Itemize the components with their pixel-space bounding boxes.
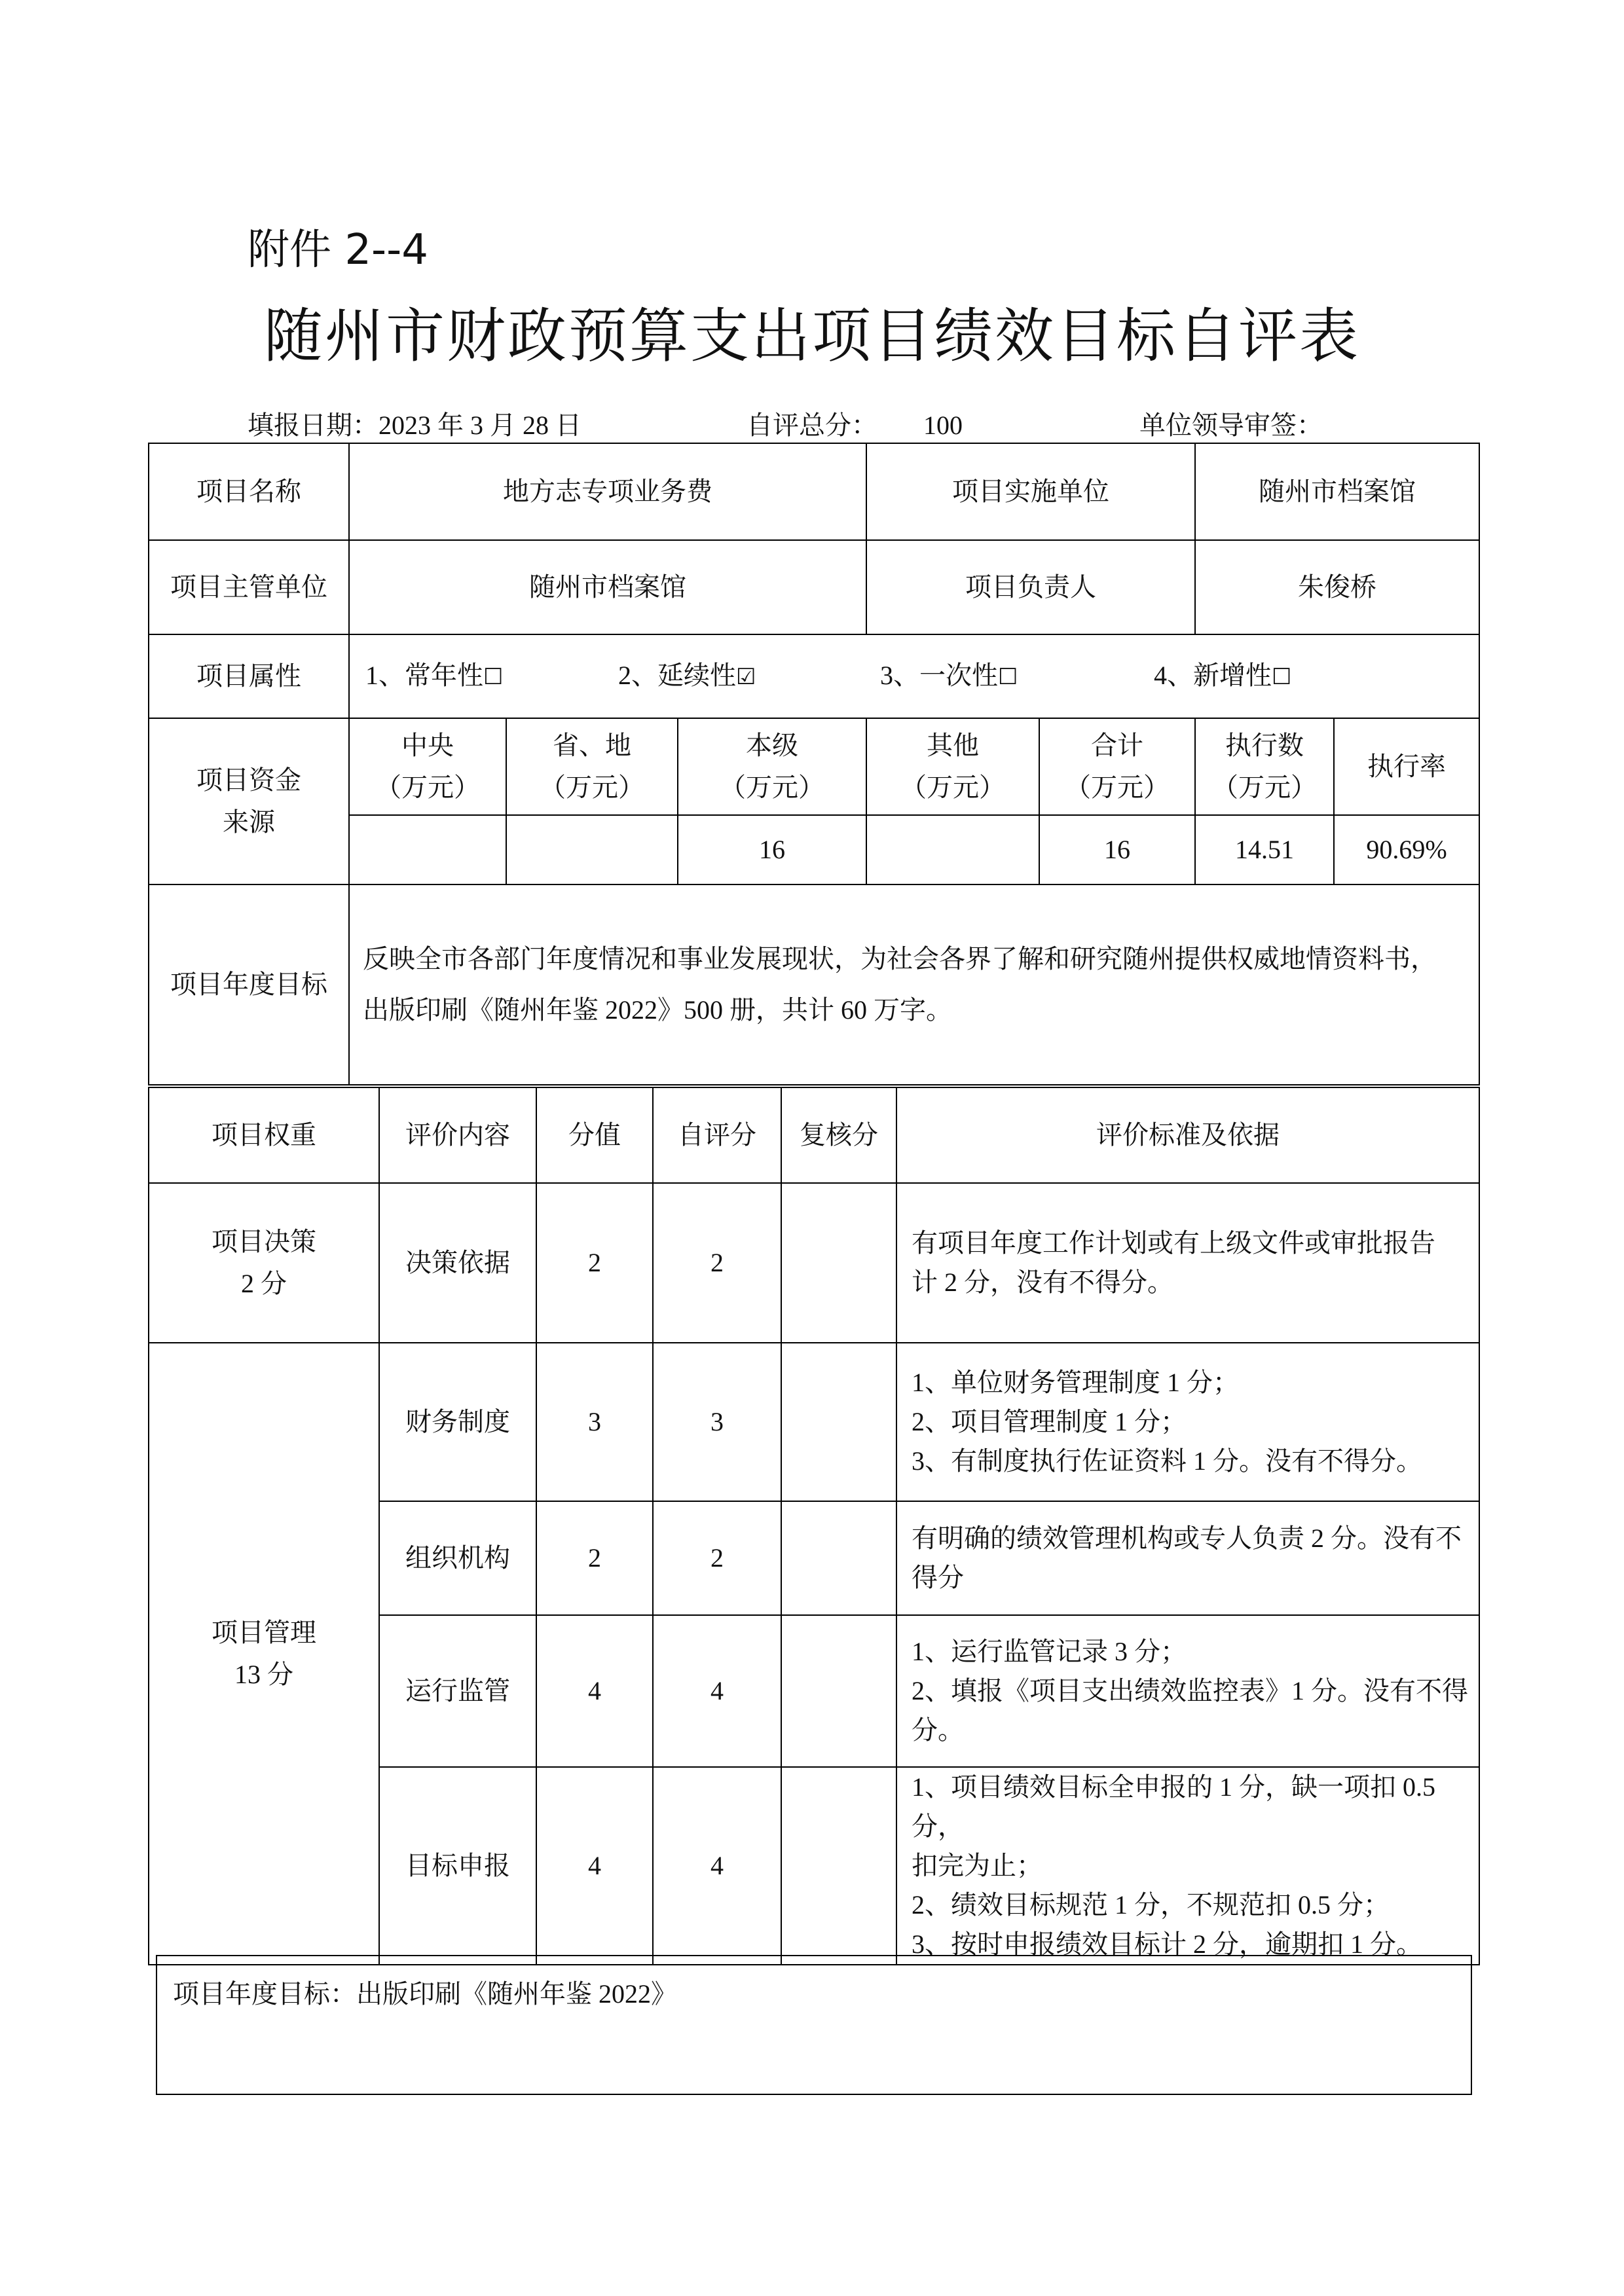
group-decision — [149, 1183, 379, 1343]
row-content: 财务制度 — [379, 1343, 536, 1501]
row-self-score: 2 — [653, 1501, 781, 1615]
annual-goal-label: 项目年度目标 — [149, 884, 349, 1085]
funding-value-central — [349, 815, 506, 884]
criteria-line: 得分 — [912, 1563, 964, 1592]
checkbox-icon: ☐ — [998, 664, 1018, 690]
funding-header-unit: （万元） — [1212, 773, 1318, 802]
funding-value-executed: 14.51 — [1195, 815, 1334, 884]
checkbox-icon: ☐ — [1272, 664, 1292, 690]
attr-option-label: 2、延续性 — [618, 661, 736, 690]
impl-unit-value: 随州市档案馆 — [1195, 443, 1479, 540]
funding-label — [149, 718, 349, 884]
criteria-line: 扣完为止； — [912, 1851, 1043, 1880]
header-criteria: 评价标准及依据 — [896, 1087, 1479, 1183]
funding-header-central — [349, 718, 506, 815]
supervisor-label: 项目主管单位 — [149, 540, 349, 634]
row-score: 3 — [536, 1343, 653, 1501]
funding-header-unit: （万元） — [375, 773, 480, 802]
group-name: 项目决策 — [212, 1227, 316, 1256]
project-info-table — [148, 443, 1480, 1085]
funding-header-unit: （万元） — [1065, 773, 1170, 802]
header-self-score: 自评分 — [653, 1087, 781, 1183]
row-content: 组织机构 — [379, 1501, 536, 1615]
self-total-label: 自评总分： — [747, 410, 877, 440]
row-self-score: 3 — [653, 1343, 781, 1501]
row-review-score[interactable] — [781, 1343, 896, 1501]
annual-goal-line: 出版印刷《随州年鉴 2022》500 册，共计 60 万字。 — [363, 995, 952, 1025]
impl-unit-label: 项目实施单位 — [866, 443, 1195, 540]
funding-value-total: 16 — [1039, 815, 1195, 884]
criteria-line: 2、填报《项目支出绩效监控表》1 分。没有不得 — [912, 1676, 1468, 1705]
row-review-score[interactable] — [781, 1501, 896, 1615]
checked-box-icon: ☑ — [736, 664, 756, 690]
header-weight: 项目权重 — [149, 1087, 379, 1183]
footer-goal-label: 项目年度目标： — [173, 1979, 356, 2009]
criteria-line: 1、单位财务管理制度 1 分； — [912, 1368, 1239, 1397]
funding-header-local — [678, 718, 866, 815]
self-total — [747, 405, 963, 442]
funding-value-other — [866, 815, 1039, 884]
project-name-label: 项目名称 — [149, 443, 349, 540]
attr-option-continuing[interactable] — [618, 655, 756, 698]
fill-date-label: 填报日期： — [248, 410, 378, 440]
funding-header-other — [866, 718, 1039, 815]
group-name: 项目管理 — [212, 1618, 316, 1647]
attr-option-label: 3、一次性 — [880, 661, 998, 690]
attr-option-new[interactable] — [1154, 655, 1291, 698]
criteria-line: 1、项目绩效目标全申报的 1 分，缺一项扣 0.5 分， — [912, 1772, 1435, 1841]
group-management — [149, 1343, 379, 1965]
criteria-line: 有明确的绩效管理机构或专人负责 2 分。没有不 — [912, 1523, 1462, 1553]
row-review-score[interactable] — [781, 1183, 896, 1343]
criteria-line: 3、按时申报绩效目标计 2 分，逾期扣 1 分。 — [912, 1929, 1422, 1959]
row-review-score[interactable] — [781, 1767, 896, 1965]
footer-goal-text: 出版印刷《随州年鉴 2022》 — [356, 1979, 677, 2009]
document-title: 随州市财政预算支出项目绩效目标自评表 — [264, 302, 1360, 371]
criteria-line: 分。 — [912, 1715, 964, 1745]
supervisor-value: 随州市档案馆 — [349, 540, 866, 634]
row-self-score: 4 — [653, 1615, 781, 1767]
funding-header-name: 其他 — [927, 731, 980, 760]
row-self-score: 4 — [653, 1767, 781, 1965]
annual-goal-line: 反映全市各部门年度情况和事业发展现状，为社会各界了解和研究随州提供权威地情资料书， — [363, 944, 1437, 974]
funding-header-total — [1039, 718, 1195, 815]
manager-value: 朱俊桥 — [1195, 540, 1479, 634]
checkbox-icon: ☐ — [483, 664, 504, 690]
funding-header-rate: 执行率 — [1334, 718, 1479, 815]
attr-option-label: 1、常年性 — [365, 661, 483, 690]
funding-value-rate: 90.69% — [1334, 815, 1479, 884]
row-criteria — [896, 1183, 1479, 1343]
criteria-line: 3、有制度执行佐证资料 1 分。没有不得分。 — [912, 1446, 1422, 1476]
row-content: 运行监管 — [379, 1615, 536, 1767]
attachment-label: 附件 2--4 — [248, 226, 428, 274]
fill-date-value: 2023 年 3 月 28 日 — [378, 410, 581, 440]
annual-goal-text — [349, 884, 1479, 1085]
evaluation-table — [148, 1087, 1480, 1965]
funding-header-name: 本级 — [746, 731, 799, 760]
funding-header-name: 执行数 — [1225, 731, 1304, 760]
row-score: 4 — [536, 1615, 653, 1767]
funding-header-unit: （万元） — [720, 773, 825, 802]
row-score: 2 — [536, 1501, 653, 1615]
row-criteria — [896, 1501, 1479, 1615]
attr-option-annual[interactable] — [365, 655, 503, 698]
fill-date — [248, 405, 581, 442]
row-criteria — [896, 1343, 1479, 1501]
row-content: 目标申报 — [379, 1767, 536, 1965]
leader-review: 单位领导审签： — [1139, 410, 1323, 440]
row-score: 4 — [536, 1767, 653, 1965]
header-score: 分值 — [536, 1087, 653, 1183]
funding-value-province — [506, 815, 678, 884]
row-self-score: 2 — [653, 1183, 781, 1343]
criteria-line: 2、项目管理制度 1 分； — [912, 1407, 1187, 1436]
group-points: 13 分 — [234, 1660, 293, 1689]
attr-option-label: 4、新增性 — [1154, 661, 1272, 690]
funding-label-line: 项目资金 — [196, 765, 301, 795]
row-content: 决策依据 — [379, 1183, 536, 1343]
funding-header-province — [506, 718, 678, 815]
manager-label: 项目负责人 — [866, 540, 1195, 634]
attribute-label: 项目属性 — [149, 634, 349, 718]
funding-header-unit: （万元） — [900, 773, 1006, 802]
criteria-line: 1、运行监管记录 3 分； — [912, 1637, 1187, 1666]
row-review-score[interactable] — [781, 1615, 896, 1767]
attr-option-onetime[interactable] — [880, 655, 1018, 698]
row-criteria — [896, 1767, 1479, 1965]
header-content: 评价内容 — [379, 1087, 536, 1183]
funding-value-local: 16 — [678, 815, 866, 884]
row-criteria — [896, 1615, 1479, 1767]
funding-header-name: 中央 — [401, 731, 454, 760]
funding-header-name: 省、地 — [553, 731, 631, 760]
project-name-value: 地方志专项业务费 — [349, 443, 866, 540]
group-points: 2 分 — [241, 1269, 287, 1298]
footer-goal — [173, 1973, 677, 2011]
footer-goal-box — [156, 1955, 1472, 2095]
funding-label-line: 来源 — [223, 807, 275, 837]
attribute-options — [349, 634, 1479, 718]
criteria-line: 计 2 分，没有不得分。 — [912, 1267, 1173, 1297]
criteria-line: 2、绩效目标规范 1 分，不规范扣 0.5 分； — [912, 1890, 1390, 1920]
self-total-value: 100 — [923, 410, 963, 440]
funding-header-name: 合计 — [1091, 731, 1144, 760]
funding-header-unit: （万元） — [540, 773, 644, 802]
row-score: 2 — [536, 1183, 653, 1343]
criteria-line: 有项目年度工作计划或有上级文件或审批报告 — [912, 1228, 1435, 1258]
funding-header-executed — [1195, 718, 1334, 815]
header-review-score: 复核分 — [781, 1087, 896, 1183]
